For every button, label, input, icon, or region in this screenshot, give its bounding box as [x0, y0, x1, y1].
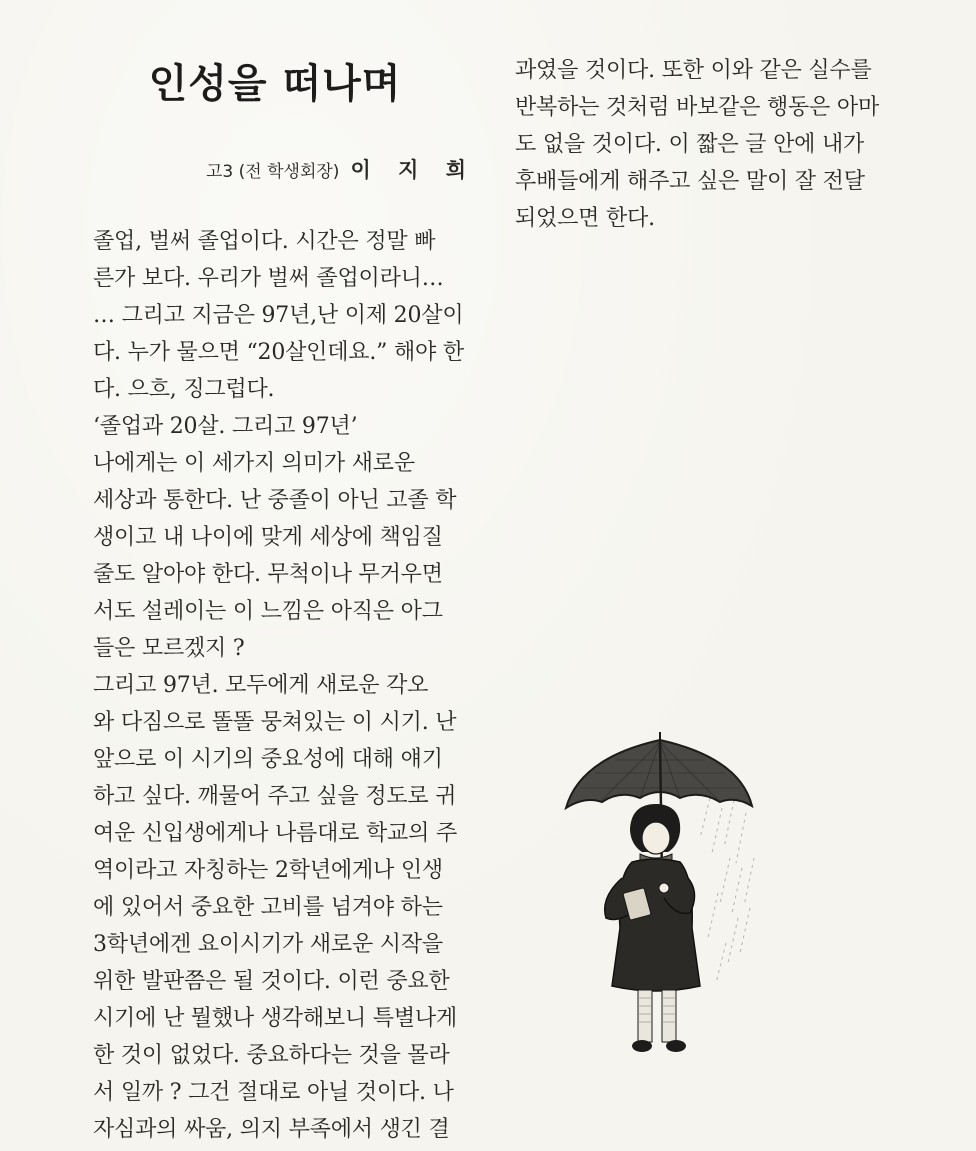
author-role: 고3 (전 학생회장): [206, 162, 340, 182]
text-line: 자심과의 싸움, 의지 부족에서 생긴 결: [93, 1117, 450, 1142]
text-line: 다. 으흐, 징그럽다.: [93, 377, 275, 402]
text-line: 과였을 것이다. 또한 이와 같은 실수를: [515, 58, 872, 83]
text-line: 도 없을 것이다. 이 짧은 글 안에 내가: [515, 132, 865, 157]
text-line: 반복하는 것처럼 바보같은 행동은 아마: [515, 95, 880, 120]
text-line: 후배들에게 해주고 싶은 말이 잘 전달: [515, 169, 865, 194]
text-line: 여운 신입생에게나 나름대로 학교의 주: [93, 821, 458, 846]
text-line: 역이라고 자칭하는 2학년에게나 인생: [93, 858, 443, 883]
text-line: 에 있어서 중요한 고비를 넘겨야 하는: [93, 895, 443, 920]
text-line: 들은 모르겠지 ?: [93, 636, 245, 661]
text-line: 서도 설레이는 이 느낌은 아직은 아그: [93, 599, 443, 624]
text-line: 앞으로 이 시기의 중요성에 대해 얘기: [93, 747, 443, 772]
article-title: 인성을 떠나며: [148, 61, 402, 107]
right-text-column: [515, 52, 885, 237]
text-line: 서 일까 ? 그건 절대로 아닐 것이다. 나: [93, 1080, 454, 1105]
text-line: 한 것이 없었다. 중요하다는 것을 몰라: [93, 1043, 450, 1068]
text-line: 세상과 통한다. 난 중졸이 아닌 고졸 학: [93, 488, 457, 513]
text-line: 다. 누가 물으면 “20살인데요.” 해야 한: [93, 340, 464, 365]
text-line: 른가 보다. 우리가 벌써 졸업이라니…: [93, 266, 444, 291]
text-line: 그리고 97년. 모두에게 새로운 각오: [93, 673, 429, 698]
text-line: ‘졸업과 20살. 그리고 97년’: [93, 414, 358, 439]
text-line: 줄도 알아야 한다. 무척이나 무거우면: [93, 562, 443, 587]
text-line: 되었으면 한다.: [515, 206, 655, 231]
text-line: 생이고 내 나이에 맞게 세상에 책임질: [93, 525, 443, 550]
author-name: 이 지 희: [350, 158, 476, 182]
text-line: 나에게는 이 세가지 의미가 새로운: [93, 451, 415, 476]
text-line: 졸업, 벌써 졸업이다. 시간은 정말 빠: [93, 229, 436, 254]
text-line: 시기에 난 뭘했나 생각해보니 특별나게: [93, 1006, 458, 1031]
rain-icon: [700, 798, 754, 983]
text-line: 3학년에겐 요이시기가 새로운 시작을: [93, 932, 443, 957]
left-text-column: [93, 223, 473, 1148]
coat-icon: [612, 859, 700, 991]
byline: [206, 154, 476, 184]
umbrella-girl-illustration: [560, 728, 770, 1073]
text-line: 위한 발판쯤은 될 것이다. 이런 중요한: [93, 969, 450, 994]
text-line: 와 다짐으로 똘똘 뭉쳐있는 이 시기. 난: [93, 710, 457, 735]
text-line: 하고 싶다. 깨물어 주고 싶을 정도로 귀: [93, 784, 457, 809]
text-line: … 그리고 지금은 97년,난 이제 20살이: [93, 303, 464, 328]
